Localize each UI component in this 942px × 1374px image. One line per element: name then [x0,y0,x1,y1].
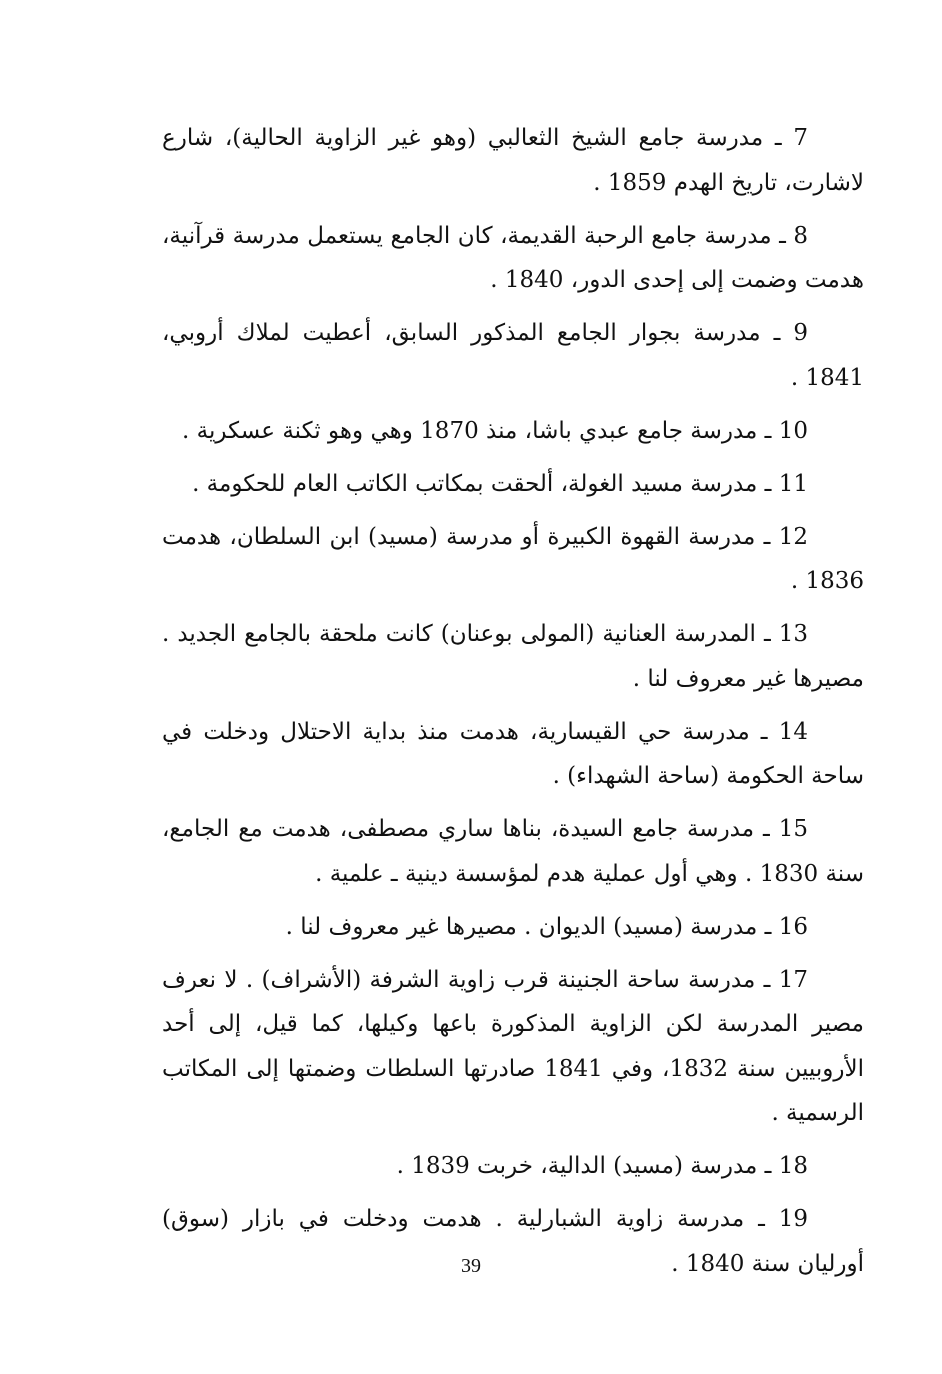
list-item-19: 19 ـ مدرسة زاوية الشبارلية . هدمت ودخلت في بازار (سوق) أورليان سنة 1840 . [162,1206,864,1277]
schools-list [162,116,864,1295]
list-item-10: 10 ـ مدرسة جامع عبدي باشا، منذ 1870 وهي وهو ثكنة عسكرية . [182,417,808,444]
list-item-18: 18 ـ مدرسة (مسيد) الدالية، خربت 1839 . [396,1153,808,1179]
list-item-7: 7 ـ مدرسة جامع الشيخ الثعالبي (وهو غير الزاوية الحالية)، شارع لاشارت، تاريخ الهدم 1859 . [162,125,864,196]
list-item-17: 17 ـ مدرسة ساحة الجنينة قرب زاوية الشرفة (الأشراف) . لا نعرف مصير المدرسة لكن الزاوية المذكورة باعها وكيلها، كما قيل، إلى أحد الأروبيين سنة 1832، وفي 1841 صادرتها السلطات وضمتها إلى المكاتب الرسمية . [162,966,864,1126]
list-item-14: 14 ـ مدرسة حي القيسارية، هدمت منذ بداية الاحتلال ودخلت في ساحة الحكومة (ساحة الشهداء) . [162,718,864,789]
list-item-13: 13 ـ المدرسة العنانية (المولى بوعنان) كانت ملحقة بالجامع الجديد . مصيرها غير معروف لنا . [162,621,864,692]
list-item-8: 8 ـ مدرسة جامع الرحبة القديمة، كان الجامع يستعمل مدرسة قرآنية، هدمت وضمت إلى إحدى الدور، 1840 . [162,222,864,293]
list-item-9: 9 ـ مدرسة بجوار الجامع المذكور السابق، أعطيت لملاك أروبي، 1841 . [162,320,864,391]
list-item-11: 11 ـ مدرسة مسيد الغولة، ألحقت بمكاتب الكاتب العام للحكومة . [192,470,808,497]
list-item-16: 16 ـ مدرسة (مسيد) الديوان . مصيرها غير معروف لنا . [285,913,808,940]
list-item-15: 15 ـ مدرسة جامع السيدة، بناها ساري مصطفى، هدمت مع الجامع، سنة 1830 . وهي أول عملية هدم لمؤسسة دينية ـ علمية . [162,816,864,887]
page-number: 39 [461,1255,481,1277]
list-item-12: 12 ـ مدرسة القهوة الكبيرة أو مدرسة (مسيد) ابن السلطان، هدمت 1836 . [162,523,864,594]
